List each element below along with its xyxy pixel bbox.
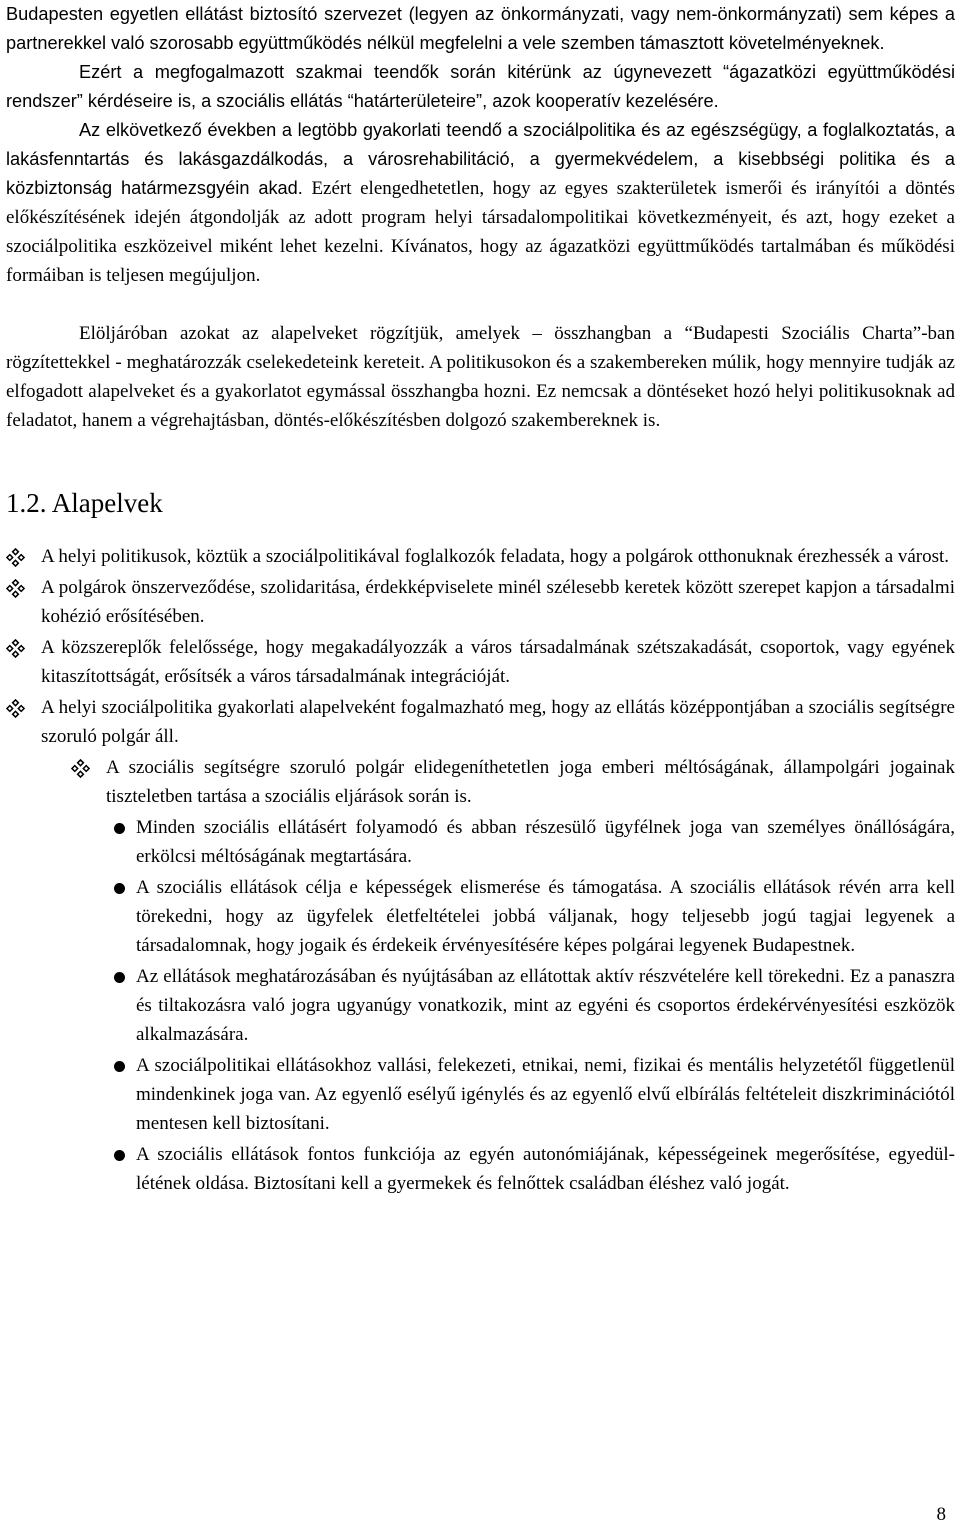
spacer	[6, 435, 955, 465]
filled-circle-bullet-icon	[114, 823, 125, 834]
document-page	[6, 0, 955, 1200]
diamond-bullet-icon	[6, 699, 25, 718]
list-item	[6, 962, 955, 1049]
filled-circle-bullet-icon	[114, 1061, 125, 1072]
list-item-text: Minden szociális ellátásért folyamodó és abban részesülő ügyfélnek joga van személyes önállóságára, erkölcsi méltóságának megtartására.	[136, 817, 955, 867]
principle-text: A közszereplők felelőssége, hogy megakadályozzák a város társadalmának szétszakadását, csoportok, vagy egyének kitaszítottságát, erősítsék a város társadalmának integrációját.	[41, 637, 955, 687]
list-item-text: A szociális ellátások célja e képességek elismerése és támogatása. A szociális ellátások révén arra kell törekedni, hogy az ügyfelek életfeltételei jobbá váljanak, hogy teljesebb jogú tagjai legyenek a társadalomnak, hogy jogaik és érdekeik érvényesítésére képes polgárai legyenek Budapestnek.	[136, 877, 955, 956]
principle-item	[6, 633, 955, 691]
paragraph-intro: Budapesten egyetlen ellátást biztosító szervezet (legyen az önkormányzati, vagy nem-önkormányzati) sem képes a partnerekkel való szorosabb együttműködés nélkül megfelelni a vele szemben támasztott követelményeknek.	[6, 4, 955, 53]
diamond-bullet-icon	[71, 759, 90, 778]
paragraph-tasks-part1: Az elkövetkező években a legtöbb gyakorlati teendő a szociálpolitika és az egészségügy, a foglalkoztatás, a lakásfenntartás és lakásgazdálkodás, a városrehabilitáció, a gyermekvédelem, a kisebbségi politika és a közbiztonság határmezsgyéin akad.	[6, 120, 955, 198]
list-item	[6, 813, 955, 871]
sub-principle-item	[6, 753, 955, 811]
list-item	[6, 1051, 955, 1138]
paragraph-tasks	[6, 116, 955, 290]
list-item-text: Az ellátások meghatározásában és nyújtásában az ellátottak aktív részvételére kell törekedni. Ez a panaszra és tiltakozásra való jogra ugyanúgy vonatkozik, mint az egyéni és csoportos érdekérvényesítési eszközök alkalmazására.	[136, 966, 955, 1045]
page-number: 8	[936, 1504, 946, 1525]
spacer	[6, 290, 955, 319]
filled-circle-bullet-icon	[114, 972, 125, 983]
paragraph-cooperation: Ezért a megfogalmazott szakmai teendők során kitérünk az úgynevezett “ágazatközi együttműködési rendszer” kérdéseire is, a szociális ellátás “határterületeire”, azok kooperatív kezelésére.	[6, 62, 955, 111]
rights-list	[6, 813, 955, 1198]
list-item-text: A szociálpolitikai ellátásokhoz vallási, felekezeti, etnikai, nemi, fizikai és mentális helyzetétől függetlenül mindenkinek joga van. Az egyenlő esélyű igénylés és az egyenlő elvű elbírálás feltételeit diszkriminációtól mentesen kell biztosítani.	[136, 1055, 955, 1134]
principle-text: A polgárok önszerveződése, szolidaritása, érdekképviselete minél szélesebb keretek között szerepet kapjon a társadalmi kohézió erősítésében.	[41, 577, 955, 627]
principle-item	[6, 542, 955, 571]
paragraph-tasks-part2: Ezért elengedhetetlen, hogy az egyes szakterületek ismerői és irányítói a döntés előkészítésének idején átgondolják az adott program helyi társadalompolitikai következményeit, és azt, hogy ezeket a szociálpolitika eszközeivel miként lehet kezelni. Kívánatos, hogy az ágazatközi együttműködés tartalmában és működési formáiban is teljesen megújuljon.	[6, 178, 955, 286]
principle-item	[6, 693, 955, 751]
paragraph-principles-intro: Elöljáróban azokat az alapelveket rögzítjük, amelyek – összhangban a “Budapesti Szociális Charta”-ban rögzítettekkel - meghatározzák cselekedeteink kereteit. A politikusokon és a szakembereken múlik, hogy mennyire tudják az elfogadott alapelveket és a gyakorlatot egymással összhangba hozni. Ez nemcsak a döntéseket hozó helyi politikusoknak ad feladatot, hanem a végrehajtásban, döntés-előkészítésben dolgozó szakembereknek is.	[6, 323, 955, 431]
principle-item	[6, 573, 955, 631]
diamond-bullet-icon	[6, 548, 25, 567]
filled-circle-bullet-icon	[114, 1150, 125, 1161]
principle-text: A helyi politikusok, köztük a szociálpolitikával foglalkozók feladata, hogy a polgárok otthonuknak érezhessék a várost.	[41, 546, 950, 567]
section-heading: 1.2. Alapelvek	[6, 488, 163, 518]
list-item	[6, 1140, 955, 1198]
diamond-bullet-icon	[6, 639, 25, 658]
list-item	[6, 873, 955, 960]
sub-principle-text: A szociális segítségre szoruló polgár elidegeníthetetlen joga emberi méltóságának, állampolgári jogainak tiszteletben tartása a szociális eljárások során is.	[106, 757, 955, 807]
principle-text: A helyi szociálpolitika gyakorlati alapelveként fogalmazható meg, hogy az ellátás középpontjában a szociális segítségre szoruló polgár áll.	[41, 697, 955, 747]
list-item-text: A szociális ellátások fontos funkciója az egyén autonómiájának, képességeinek megerősítése, egyedül-létének oldása. Biztosítani kell a gyermekek és felnőttek családban éléshez való jogát.	[136, 1144, 955, 1194]
diamond-bullet-icon	[6, 579, 25, 598]
principles-list	[6, 542, 955, 811]
filled-circle-bullet-icon	[114, 883, 125, 894]
